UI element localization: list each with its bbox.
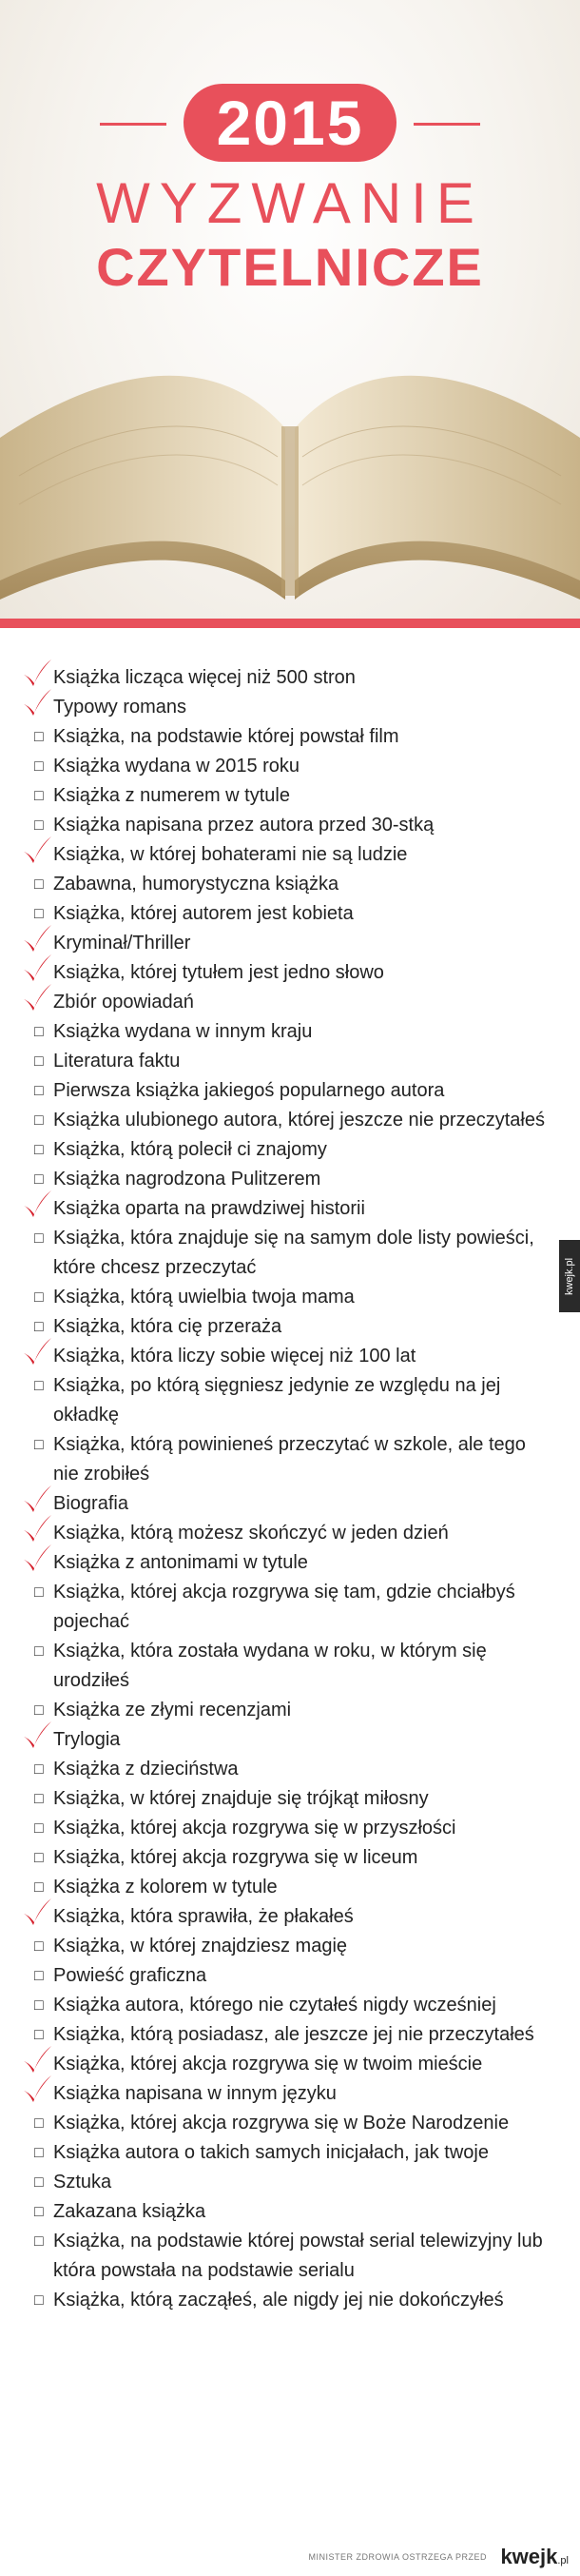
challenge-item-text: Książka, na podstawie której powstał serial telewizyjny lub która powstała na podstawie serialu [53, 2231, 543, 2281]
challenge-item-text: Książka autora, którego nie czytałeś nigdy wcześniej [53, 1995, 496, 2016]
challenge-item-text: Książka, której akcja rozgrywa się tam, gdzie chciałbyś pojechać [53, 1582, 515, 1632]
challenge-item-text: Książka, której tytułem jest jedno słowo [53, 962, 384, 983]
challenge-item [34, 2138, 548, 2168]
red-checkmark-icon [21, 982, 53, 1016]
challenge-item [34, 693, 548, 722]
year-badge: 2015 [184, 84, 396, 162]
challenge-item-text: Pierwsza książka jakiegoś popularnego autora [53, 1080, 445, 1101]
red-checkmark-icon [21, 1897, 53, 1931]
challenge-item-text: Książka, której akcja rozgrywa się w twoim mieście [53, 2054, 483, 2075]
challenge-item-text: Zbiór opowiadań [53, 992, 194, 1013]
checkbox-icon: □ [34, 1289, 44, 1306]
challenge-item [34, 958, 548, 988]
challenge-item-text: Książka z dzieciństwa [53, 1759, 239, 1780]
challenge-item [34, 1312, 548, 1342]
challenge-item-text: Książka, która została wydana w roku, w którym się urodziłeś [53, 1641, 487, 1691]
title-line-2: CZYTELNICZE [96, 237, 484, 297]
challenge-item [34, 2227, 548, 2286]
checkbox-icon: □ [34, 1791, 44, 1807]
site-logo-text: kwejk [500, 2545, 558, 2568]
challenge-item-text: Sztuka [53, 2172, 112, 2193]
challenge-item [34, 663, 548, 693]
challenge-item [34, 1637, 548, 1696]
challenge-item-text: Książka, którą posiadasz, ale jeszcze jej nie przeczytałeś [53, 2024, 534, 2045]
challenge-item [34, 870, 548, 899]
checkbox-icon: □ [34, 1938, 44, 1955]
challenge-item [34, 2020, 548, 2050]
challenge-item-text: Książka autora o takich samych inicjałach, jak twoje [53, 2142, 489, 2163]
challenge-item [34, 1283, 548, 1312]
challenge-item-text: Książka, której akcja rozgrywa się w Boże Narodzenie [53, 2113, 510, 2134]
challenge-item-text: Książka napisana w innym języku [53, 2083, 337, 2104]
footer-note: MINISTER ZDROWIA OSTRZEGA PRZED [308, 2552, 487, 2562]
challenge-item-text: Książka oparta na prawdziwej historii [53, 1198, 365, 1219]
red-checkmark-icon [21, 1720, 53, 1754]
open-book-illustration [0, 314, 580, 619]
challenge-item [34, 1017, 548, 1047]
challenge-item [34, 1755, 548, 1784]
challenge-item [34, 1696, 548, 1725]
checkbox-icon: □ [34, 1850, 44, 1866]
site-logo [500, 2545, 569, 2569]
challenge-item-text: Książka, po którą sięgniesz jedynie ze względu na jej okładkę [53, 1375, 501, 1426]
challenge-item-text: Książka, w której bohaterami nie są ludzie [53, 844, 408, 865]
checkbox-icon: □ [34, 1053, 44, 1070]
challenge-item [34, 840, 548, 870]
challenge-item-text: Książka z kolorem w tytule [53, 1877, 278, 1898]
challenge-item [34, 1047, 548, 1076]
challenge-item [34, 1902, 548, 1932]
challenge-item-text: Typowy romans [53, 697, 187, 718]
challenge-item [34, 1224, 548, 1283]
checkbox-icon: □ [34, 1230, 44, 1247]
challenge-item [34, 2197, 548, 2227]
challenge-item-text: Książka, której autorem jest kobieta [53, 903, 354, 924]
challenge-item-text: Książka, którą zacząłeś, ale nigdy jej nie dokończyłeś [53, 2290, 504, 2311]
challenge-item [34, 1578, 548, 1637]
checkbox-icon: □ [34, 2027, 44, 2043]
checkbox-icon: □ [34, 1761, 44, 1778]
checkbox-icon: □ [34, 1820, 44, 1837]
challenge-item-text: Książka, w której znajduje się trójkąt miłosny [53, 1788, 429, 1809]
checkbox-icon: □ [34, 2174, 44, 2191]
challenge-item [34, 722, 548, 752]
checkbox-icon: □ [34, 1378, 44, 1394]
challenge-item-text: Zakazana książka [53, 2201, 206, 2222]
red-checkmark-icon [21, 1189, 53, 1223]
challenge-item-text: Książka, która liczy sobie więcej niż 100 lat [53, 1346, 416, 1367]
challenge-item-text: Powieść graficzna [53, 1965, 207, 1986]
red-checkmark-icon [21, 1336, 53, 1370]
challenge-item-text: Książka ze złymi recenzjami [53, 1700, 292, 1721]
checkbox-icon: □ [34, 1083, 44, 1099]
footer [0, 2539, 580, 2576]
challenge-item [34, 1106, 548, 1135]
challenge-item-text: Literatura faktu [53, 1051, 181, 1072]
challenge-item-text: Książka, która cię przeraża [53, 1316, 282, 1337]
red-checkmark-icon [21, 687, 53, 721]
checkbox-icon: □ [34, 1319, 44, 1335]
challenge-item [34, 1873, 548, 1902]
challenge-item-text: Książka wydana w innym kraju [53, 1021, 313, 1042]
challenge-item-text: Książka, której akcja rozgrywa się w liceum [53, 1847, 418, 1868]
challenge-item [34, 899, 548, 929]
challenge-item [34, 752, 548, 781]
challenge-item-text: Książka wydana w 2015 roku [53, 756, 300, 777]
checkbox-icon: □ [34, 2233, 44, 2250]
challenge-item [34, 1371, 548, 1430]
challenge-item-text: Książka licząca więcej niż 500 stron [53, 667, 356, 688]
checkbox-icon: □ [34, 729, 44, 745]
challenge-item [34, 2050, 548, 2079]
accent-stripe [0, 619, 580, 628]
challenge-item [34, 2079, 548, 2109]
challenge-item [34, 1165, 548, 1194]
challenge-item [34, 1725, 548, 1755]
challenge-item [34, 1194, 548, 1224]
checkbox-icon: □ [34, 2145, 44, 2161]
challenge-item [34, 2286, 548, 2315]
challenge-item-text: Książka, w której znajdziesz magię [53, 1936, 348, 1957]
challenge-item [34, 1076, 548, 1106]
site-logo-suffix: .pl [557, 2555, 569, 2566]
challenge-item [34, 1135, 548, 1165]
challenge-item-text: Książka nagrodzona Pulitzerem [53, 1169, 321, 1190]
checkbox-icon: □ [34, 1702, 44, 1719]
checkbox-icon: □ [34, 1437, 44, 1453]
challenge-item [34, 1489, 548, 1519]
checkbox-icon: □ [34, 1171, 44, 1188]
checkbox-icon: □ [34, 1968, 44, 1984]
challenge-item [34, 1784, 548, 1814]
challenge-item-text: Biografia [53, 1493, 128, 1514]
challenge-item-text: Książka, którą uwielbia twoja mama [53, 1287, 355, 1308]
challenge-item-text: Książka napisana przez autora przed 30-stką [53, 815, 435, 836]
checkbox-icon: □ [34, 2292, 44, 2309]
challenge-item-text: Zabawna, humorystyczna książka [53, 874, 339, 895]
checkbox-icon: □ [34, 906, 44, 922]
reading-challenge-list [34, 663, 548, 2315]
challenge-item-text: Książka, na podstawie której powstał film [53, 726, 399, 747]
challenge-item [34, 811, 548, 840]
checkbox-icon: □ [34, 817, 44, 834]
checkbox-icon: □ [34, 758, 44, 775]
checkbox-icon: □ [34, 1142, 44, 1158]
challenge-item-text: Książka ulubionego autora, której jeszcze nie przeczytałeś [53, 1110, 545, 1131]
challenge-item [34, 1961, 548, 1991]
challenge-item [34, 1843, 548, 1873]
checkbox-icon: □ [34, 2204, 44, 2220]
challenge-item [34, 2109, 548, 2138]
challenge-item [34, 1991, 548, 2020]
challenge-item [34, 1932, 548, 1961]
red-checkmark-icon [21, 835, 53, 869]
challenge-item-text: Książka, która sprawiła, że płakałeś [53, 1906, 354, 1927]
challenge-item-text: Książka, która znajduje się na samym dole listy powieści, które chcesz przeczytać [53, 1228, 534, 1278]
challenge-item [34, 1814, 548, 1843]
red-checkmark-icon [21, 1543, 53, 1577]
challenge-item [34, 2168, 548, 2197]
challenge-item [34, 1519, 548, 1548]
checkbox-icon: □ [34, 788, 44, 804]
checkbox-icon: □ [34, 1997, 44, 2014]
challenge-item-text: Książka, którą polecił ci znajomy [53, 1139, 327, 1160]
challenge-item [34, 988, 548, 1017]
challenge-item-text: Trylogia [53, 1729, 121, 1750]
red-checkmark-icon [21, 2074, 53, 2108]
header-banner [0, 0, 580, 628]
challenge-item-text: Książka z numerem w tytule [53, 785, 290, 806]
challenge-item-text: Książka, której akcja rozgrywa się w przyszłości [53, 1818, 456, 1839]
challenge-item [34, 781, 548, 811]
challenge-item [34, 1342, 548, 1371]
checkbox-icon: □ [34, 1024, 44, 1040]
watermark-badge: kwejk.pl [559, 1240, 580, 1312]
checkbox-icon: □ [34, 1112, 44, 1129]
title-line-1: WYZWANIE [96, 171, 484, 235]
checkbox-icon: □ [34, 1584, 44, 1601]
challenge-item [34, 1430, 548, 1489]
checkbox-icon: □ [34, 1643, 44, 1660]
challenge-item-text: Książka, którą powinieneś przeczytać w szkole, ale tego nie zrobiłeś [53, 1434, 526, 1485]
challenge-item [34, 929, 548, 958]
challenge-item-text: Książka, którą możesz skończyć w jeden dzień [53, 1523, 449, 1544]
checkbox-icon: □ [34, 876, 44, 893]
challenge-item-text: Książka z antonimami w tytule [53, 1552, 308, 1573]
challenge-item-text: Kryminał/Thriller [53, 933, 191, 954]
checkbox-icon: □ [34, 2115, 44, 2132]
challenge-item [34, 1548, 548, 1578]
checkbox-icon: □ [34, 1879, 44, 1896]
